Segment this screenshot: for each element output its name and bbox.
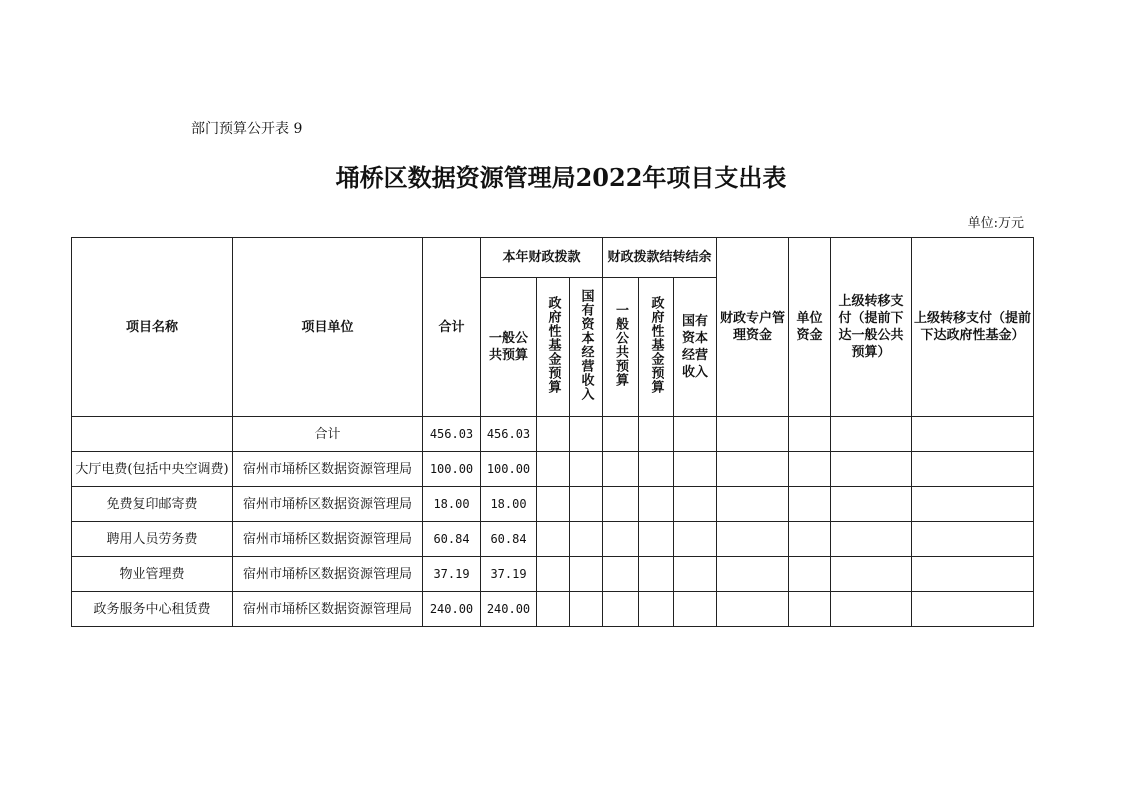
table-row (72, 592, 1034, 627)
row-project-name: 大厅电费(包括中央空调费) (72, 452, 233, 487)
table-row (72, 557, 1034, 592)
row-project-unit: 宿州市埇桥区数据资源管理局 (233, 592, 423, 627)
header-upper-gov-fund: 上级转移支付（提前下达政府性基金） (912, 238, 1034, 417)
header-unit-funds: 单位资金 (789, 238, 831, 417)
header-carry-general-cell (603, 278, 639, 417)
header-carry-state-capital: 国有资本经营收入 (674, 278, 717, 417)
table-row (72, 487, 1034, 522)
page-title: 埇桥区数据资源管理局2022年项目支出表 (335, 163, 787, 192)
row-general: 100.00 (481, 452, 537, 487)
table-number-label: 部门预算公开表 9 (191, 121, 303, 137)
row-general: 60.84 (481, 522, 537, 557)
cell-empty (72, 417, 233, 452)
row-total: 100.00 (423, 452, 481, 487)
row-project-name: 免费复印邮寄费 (72, 487, 233, 522)
header-gov-fund-budget-cell (537, 278, 570, 417)
row-project-unit: 宿州市埇桥区数据资源管理局 (233, 522, 423, 557)
header-general-public-budget: 一般公共预算 (481, 278, 537, 417)
row-project-name: 物业管理费 (72, 557, 233, 592)
row-project-unit: 宿州市埇桥区数据资源管理局 (233, 452, 423, 487)
row-total: 60.84 (423, 522, 481, 557)
table-row (72, 522, 1034, 557)
table-row (72, 452, 1034, 487)
row-project-name: 聘用人员劳务费 (72, 522, 233, 557)
header-project-name: 项目名称 (72, 238, 233, 417)
row-project-unit: 宿州市埇桥区数据资源管理局 (233, 487, 423, 522)
table-row-total (72, 417, 1034, 452)
row-general: 37.19 (481, 557, 537, 592)
unit-label: 单位:万元 (967, 216, 1024, 231)
total-row-total: 456.03 (423, 417, 481, 452)
row-general: 18.00 (481, 487, 537, 522)
header-carry-general-public: 一般公共预算 (613, 302, 628, 387)
row-total: 37.19 (423, 557, 481, 592)
row-project-name: 政务服务中心租赁费 (72, 592, 233, 627)
total-row-general: 456.03 (481, 417, 537, 452)
header-total: 合计 (423, 238, 481, 417)
project-expenditure-table (71, 237, 1034, 627)
header-carryover-group: 财政拨款结转结余 (603, 238, 717, 278)
header-project-unit: 项目单位 (233, 238, 423, 417)
header-fiscal-special: 财政专户管理资金 (717, 238, 789, 417)
header-gov-fund-budget: 政府性基金预算 (545, 295, 561, 394)
header-carry-gov-fund-cell (639, 278, 674, 417)
header-upper-general: 上级转移支付（提前下达一般公共预算） (831, 238, 912, 417)
header-carry-gov-fund: 政府性基金预算 (648, 295, 664, 394)
row-total: 18.00 (423, 487, 481, 522)
header-state-capital-income: 国有资本经营收入 (578, 288, 594, 401)
header-state-capital-cell (570, 278, 603, 417)
total-row-label: 合计 (233, 417, 423, 452)
row-total: 240.00 (423, 592, 481, 627)
header-current-year-group: 本年财政拨款 (481, 238, 603, 278)
row-general: 240.00 (481, 592, 537, 627)
row-project-unit: 宿州市埇桥区数据资源管理局 (233, 557, 423, 592)
